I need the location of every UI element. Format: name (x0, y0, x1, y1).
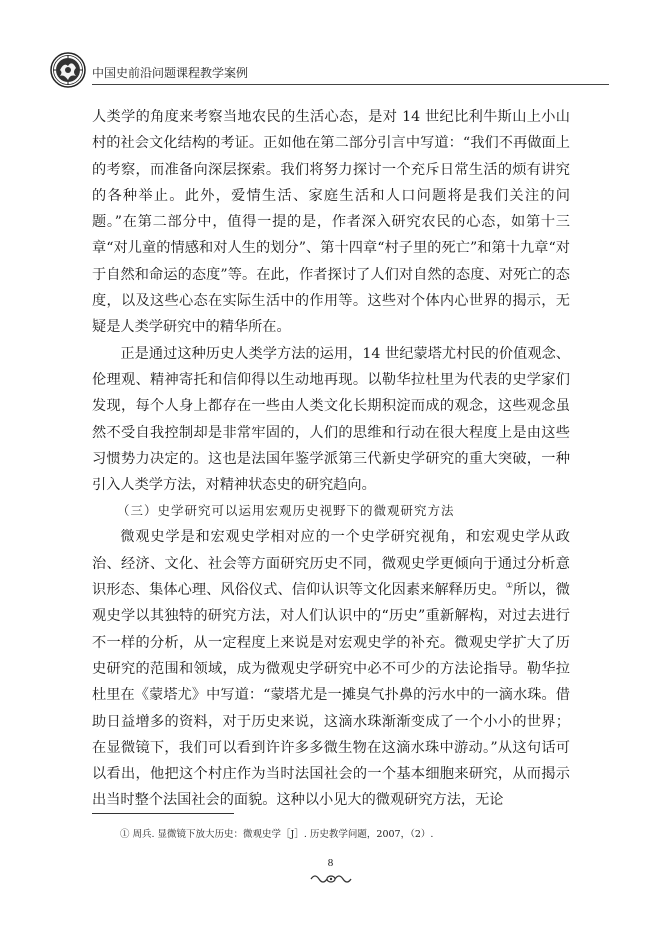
paragraph-3-part-2: 所以，微观史学以其独特的研究方法，对人们认识中的“历史”重新解构，对过去进行不一样的分析，从一定程度上来说是对宏观史学的补充。微观史学扩大了历史研究的范围和领域，成为微观史学研究中必不可少的方法论指导。勒华拉杜里在《蒙塔尤》中写道：“蒙塔尤是一摊臭气扑鼻的污水中的一滴水珠。借助日益增多的资料，对于历史来说，这滴水珠渐渐变成了一个小小的世界；在显微镜下，我们可以看到许许多多微生物在这滴水珠中游动。”从这句话可以看出，他把这个村庄作为当时法国社会的一个基本细胞来研究，从而揭示出当时整个法国社会的面貌。这种以小见大的微观研究方法，无论 (92, 582, 570, 809)
header-title: 中国史前沿问题课程教学案例 (92, 66, 249, 80)
emblem-logo-icon (50, 52, 86, 88)
decorative-ornament-icon (309, 872, 353, 886)
section-heading: （三）史学研究可以运用宏观历史视野下的微观研究方法 (117, 503, 455, 519)
footnote-reference[interactable]: ① (505, 581, 513, 591)
page-number: 8 (327, 857, 334, 869)
footnote-divider (92, 813, 234, 814)
paragraph-2: 正是通过这种历史人类学方法的运用，14 世纪蒙塔尤村民的价值观念、伦理观、精神寄托和信仰得以生动地再现。以勒华拉杜里为代表的史学家们发现，每个人身上都存在一些由人类文化长期积淀而成的观念，这些观念虽然不受自我控制却是非常牢固的，人们的思维和行动在很大程度上是由这些习惯势力决定的。这也是法国年鉴学派第三代新史学研究的重大突破，一种引入人类学方法，对精神状态史的研究趋向。 (92, 345, 570, 494)
paragraph-3-part-1: 微观史学是和宏观史学相对应的一个史学研究视角，和宏观史学从政治、经济、文化、社会等方面研究历史不同，微观史学更倾向于通过分析意识形态、集体心理、风俗仪式、信仰认识等文化因素来解释历史。 (92, 529, 570, 599)
footnote: ① 周兵. 显微镜下放大历史：微观史学［J］. 历史教学问题，2007，（2）. (120, 829, 434, 840)
header-divider (92, 84, 609, 85)
paragraph-1: 人类学的角度来考察当地农民的生活心态，是对 14 世纪比利牛斯山上小山村的社会文化结构的考证。正如他在第二部分引言中写道：“我们不再做面上的考察，而准备向深层探索。我们将努力探讨一个充斥日常生活的烦有讲究的各种举止。此外，爱情生活、家庭生活和人口问题将是我们关注的问题。”在第二部分中，值得一提的是，作者深入研究农民的心态，如第十三章“对儿童的情感和对人生的划分”、第十四章“村子里的死亡”和第十九章“对于自然和命运的态度”等。在此，作者探讨了人们对自然的态度、对死亡的态度，以及这些心态在实际生活中的作用等。这些对个体内心世界的揭示，无疑是人类学研究中的精华所在。 (92, 109, 570, 336)
paragraph-3 (92, 524, 570, 813)
body-text (92, 104, 570, 814)
